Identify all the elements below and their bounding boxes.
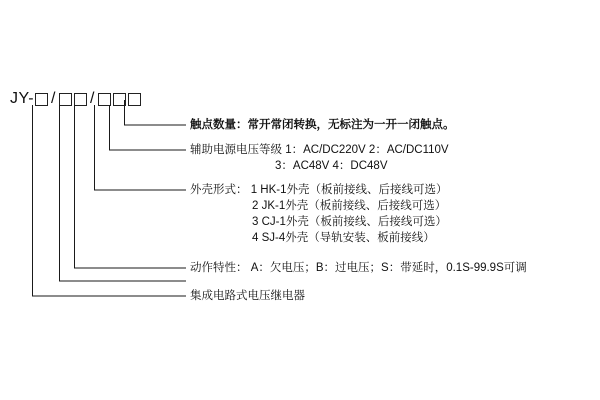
callout-action-characteristic	[190, 260, 527, 276]
callout-product-name	[190, 288, 305, 304]
model-code-separator-2: /	[89, 90, 95, 107]
callout-auxiliary-voltage-line-2: 3：AC48V 4：DC48V	[275, 160, 388, 172]
code-box-4	[98, 93, 111, 106]
model-code	[10, 90, 142, 108]
code-box-1	[35, 93, 48, 106]
code-box-6	[128, 93, 141, 106]
callout-product-name-line-1: 集成电路式电压继电器	[190, 290, 305, 302]
callout-contact-quantity-line-1: 触点数量：常开常闭转换，无标注为一开一闭触点。	[190, 119, 455, 131]
callout-shell-type-line-1: 外壳形式： 1 HK-1外壳（板前接线、后接线可选）	[190, 184, 448, 196]
model-code-prefix: JY-	[10, 90, 35, 107]
callout-auxiliary-voltage-line-1: 辅助电源电压等级 1：AC/DC220V 2：AC/DC110V	[190, 144, 449, 156]
code-box-5	[113, 93, 126, 106]
callout-action-characteristic-line-1: 动作特性： A：欠电压；B：过电压；S：带延时，0.1S-99.9S可调	[190, 262, 527, 274]
code-box-3	[74, 93, 87, 106]
code-box-2	[59, 93, 72, 106]
callout-auxiliary-voltage	[190, 142, 449, 174]
model-code-separator-1: /	[51, 90, 56, 107]
callout-contact-quantity	[190, 117, 455, 133]
callout-shell-type	[190, 182, 447, 246]
callout-shell-type-line-4: 4 SJ-4外壳（导轨安装、板前接线）	[252, 232, 435, 244]
callout-shell-type-line-2: 2 JK-1外壳（板前接线、后接线可选）	[252, 200, 447, 212]
callout-shell-type-line-3: 3 CJ-1外壳（板前接线、后接线可选）	[252, 216, 447, 228]
